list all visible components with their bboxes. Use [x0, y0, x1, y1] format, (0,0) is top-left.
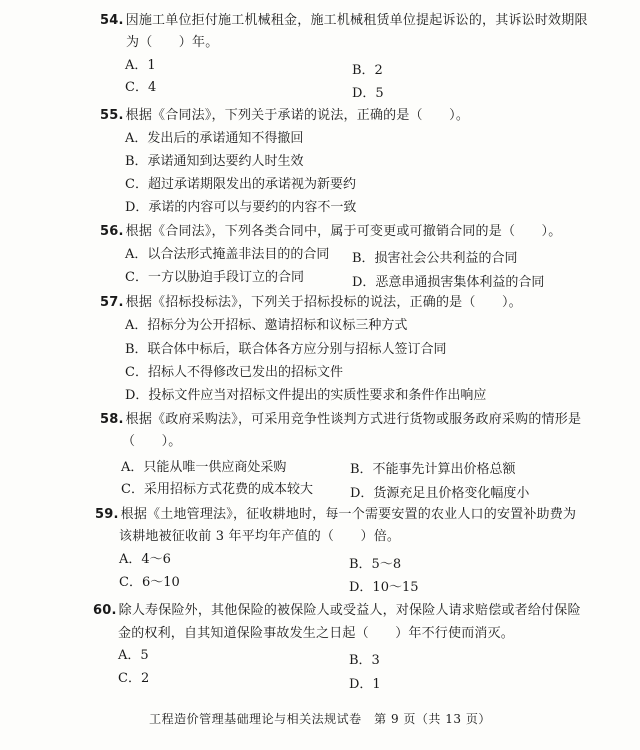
option-c: C．2	[118, 671, 150, 686]
option-d: D．投标文件应当对招标文件提出的实质性要求和条件作出响应	[125, 388, 487, 403]
question-number: 60.	[93, 603, 117, 618]
option-c: C．超过承诺期限发出的承诺视为新要约	[125, 177, 356, 192]
option-a: A．以合法形式掩盖非法目的的合同	[125, 247, 330, 262]
option-c: C．6～10	[119, 575, 180, 590]
question-57-line-1: 57. 根据《招标投标法》，下列关于招标投标的说法，正确的是（ ）。	[100, 295, 522, 310]
option-a: A．只能从唯一供应商处采购	[121, 460, 287, 475]
option-b: B．5～8	[349, 557, 402, 572]
question-58-line-1: 58. 根据《政府采购法》，可采用竞争性谈判方式进行货物或服务政府采购的情形是	[100, 412, 582, 427]
question-number: 58.	[100, 412, 124, 427]
option-d: D．承诺的内容可以与要约的内容不一致	[125, 200, 357, 215]
option-a: A．4～6	[119, 552, 171, 567]
question-number: 54.	[100, 13, 124, 28]
question-54-line-2: 为（ ）年。	[126, 35, 219, 50]
question-59-line-1: 59. 根据《土地管理法》，征收耕地时，每一个需要安置的农业人口的安置补助费为	[95, 507, 577, 522]
option-c: C．4	[125, 80, 157, 95]
option-b: B．承诺通知到达要约人时生效	[125, 154, 304, 169]
question-59-line-2: 该耕地被征收前 3 年平均年产值的（ ）倍。	[119, 529, 401, 544]
option-d: D．1	[349, 677, 381, 692]
question-number: 59.	[95, 507, 119, 522]
question-55-line-1: 55. 根据《合同法》，下列关于承诺的说法，正确的是（ ）。	[100, 108, 470, 123]
option-b: B．联合体中标后，联合体各方应分别与招标人签订合同	[125, 342, 447, 357]
option-d: D．货源充足且价格变化幅度小	[350, 486, 530, 501]
question-54-line-1: 54. 因施工单位拒付施工机械租金，施工机械租赁单位提起诉讼的，其诉讼时效期限	[100, 13, 588, 28]
option-d: D．恶意串通损害集体利益的合同	[352, 275, 545, 290]
option-a: A．5	[118, 648, 149, 663]
option-c: C．一方以胁迫手段订立的合同	[125, 270, 304, 285]
option-b: B．不能事先计算出价格总额	[350, 462, 516, 477]
option-b: B．3	[349, 653, 380, 668]
question-58-line-2: （ ）。	[122, 434, 182, 449]
question-60-line-1: 60. 除人寿保险外，其他保险的被保险人或受益人，对保险人请求赔偿或者给付保险	[93, 603, 581, 618]
option-a: A．招标分为公开招标、邀请招标和议标三种方式	[125, 318, 408, 333]
option-c: C．采用招标方式花费的成本较大	[121, 482, 313, 497]
question-number: 55.	[100, 108, 124, 123]
option-b: B．损害社会公共利益的合同	[352, 251, 518, 266]
question-60-line-2: 金的权利，自其知道保险事故发生之日起（ ）年不行使而消灭。	[118, 626, 515, 641]
option-d: D．10～15	[349, 580, 419, 595]
option-d: D．5	[352, 86, 384, 101]
question-number: 57.	[100, 295, 124, 310]
question-number: 56.	[100, 224, 124, 239]
option-a: A．1	[125, 58, 156, 73]
option-c: C．招标人不得修改已发出的招标文件	[125, 365, 343, 380]
option-b: B．2	[352, 63, 383, 78]
question-56-line-1: 56. 根据《合同法》，下列各类合同中，属于可变更或可撤销合同的是（ ）。	[100, 224, 562, 239]
option-a: A．发出后的承诺通知不得撤回	[125, 131, 304, 146]
page-footer: 工程造价管理基础理论与相关法规试卷 第 9 页（共 13 页）	[149, 712, 491, 726]
